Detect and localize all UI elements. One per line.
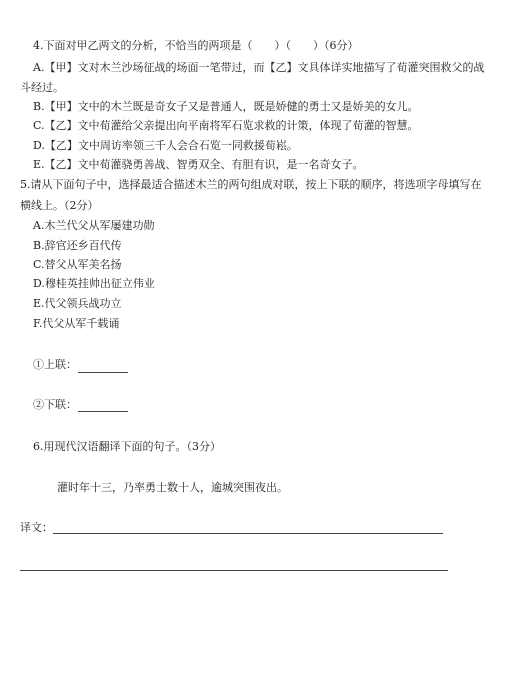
q5-option-d: D.穆桂英挂帅出征立伟业 [33,277,155,290]
q6-classical-sentence: 灌时年十三，乃率勇士数十人，逾城突围夜出。 [57,481,288,494]
q5-option-c: C.替父从军美名扬 [33,258,122,271]
q5-stem-cont: 横线上。（2分） [20,199,99,212]
q4-stem: 4.下面对甲乙两文的分析，不恰当的两项是（ ）（ ）（6分） [33,39,359,52]
lower-couplet-blank[interactable] [78,411,128,412]
q4-option-e: E.【乙】文中荀灌骁勇善战、智勇双全、有胆有识，是一名奇女子。 [33,158,364,171]
q4-option-b: B.【甲】文中的木兰既是奇女子又是普通人，既是娇健的勇士又是娇美的女儿。 [33,100,419,113]
q5-option-a: A.木兰代父从军屡建功勋 [33,219,155,232]
q5-option-e: E.代父领兵战功立 [33,297,122,310]
upper-couplet-blank[interactable] [78,372,128,373]
q5-stem: 5.请从下面句子中，选择最适合描述木兰的两句组成对联，按上下联的顺序，将选项字母填写在 [20,178,482,191]
translation-blank-line-2[interactable] [20,570,448,571]
q5-option-b: B.辞官还乡百代传 [33,239,122,252]
q6-stem: 6.用现代汉语翻译下面的句子。（3分） [33,440,221,453]
translation-label: 译文： [20,521,53,534]
translation-blank-line-1[interactable] [53,533,443,534]
q5-option-f: F.代父从军千载诵 [33,317,120,330]
q4-option-a-cont: 斗经过。 [20,81,64,94]
upper-couplet-label: ①上联： [33,358,77,371]
lower-couplet-label: ②下联： [33,398,77,411]
q4-option-c: C.【乙】文中荀灌给父亲提出向平南将军石览求救的计策，体现了荀灌的智慧。 [33,119,419,132]
q4-option-a: A.【甲】文对木兰沙场征战的场面一笔带过，而【乙】文具体详实地描写了荀灌突围救父的战 [33,61,485,74]
q4-option-d: D.【乙】文中周访率领三千人会合石览一同救援荀崧。 [33,139,298,152]
